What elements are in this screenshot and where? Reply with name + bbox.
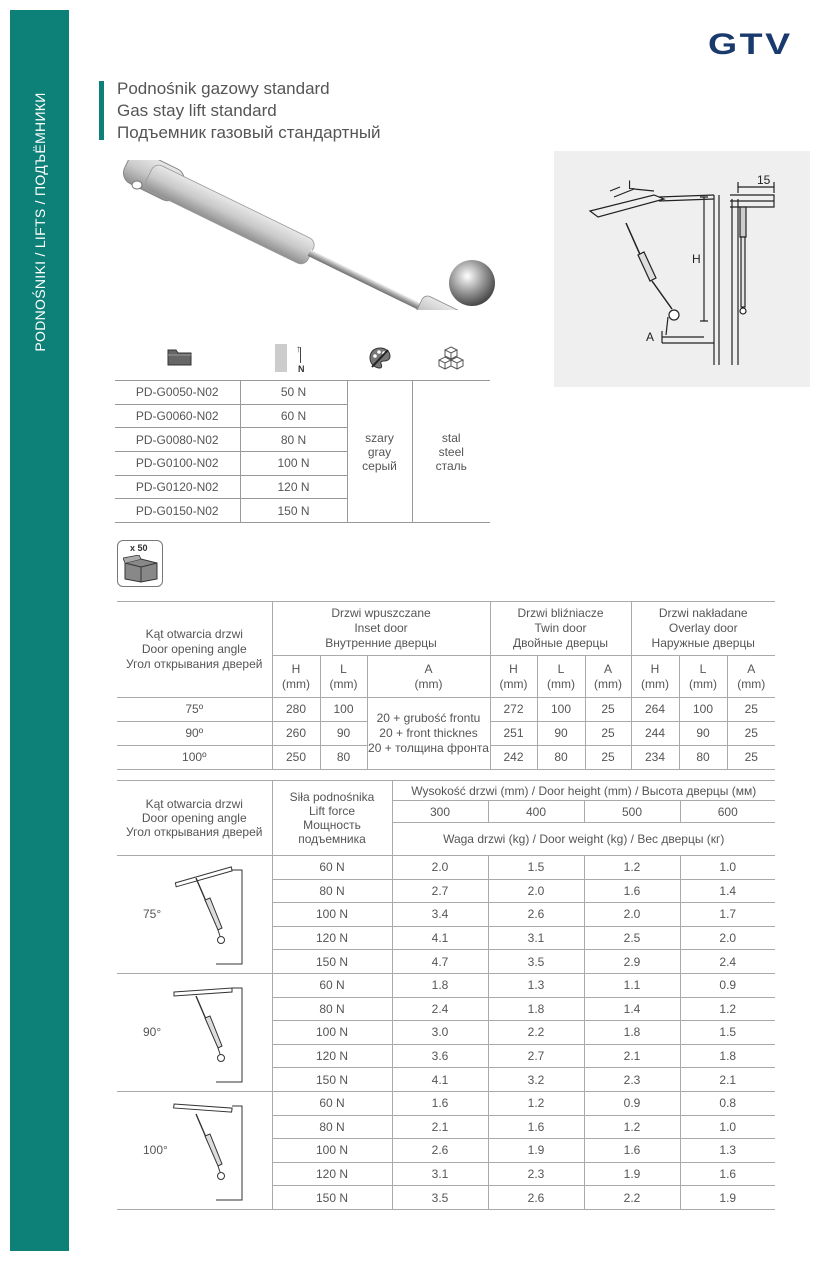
product-force: 60 N [240, 404, 347, 428]
inset-A-note-en: 20 + front thicknes [379, 726, 478, 740]
weight-cell: 0.9 [680, 973, 775, 997]
angle-diagram-icon [172, 978, 262, 1088]
force-cell: 120 N [272, 926, 392, 950]
angle-cell [117, 1091, 272, 1209]
angle-header-en: Door opening angle [141, 642, 247, 656]
height-value: 300 [392, 801, 488, 823]
angle-header-pl: Kąt otwarcia drzwi [145, 797, 243, 811]
weight-cell: 2.6 [488, 1186, 584, 1210]
force-header [272, 781, 392, 856]
force-cell: 120 N [272, 1162, 392, 1186]
weight-cell: 2.1 [584, 1044, 680, 1068]
cell: 272 [490, 698, 537, 722]
weight-cell: 1.5 [488, 856, 584, 880]
weight-cell: 3.5 [392, 1186, 488, 1210]
angle-diagram-icon [172, 1096, 262, 1206]
cell: 234 [631, 746, 679, 770]
weight-cell: 1.8 [392, 973, 488, 997]
force-cell: 80 N [272, 1115, 392, 1139]
table-row [117, 1091, 775, 1115]
weight-cell: 1.4 [680, 879, 775, 903]
group-inset [272, 602, 490, 656]
force-cell: 100 N [272, 903, 392, 927]
force-symbol: N [298, 364, 305, 374]
inset-A-note [367, 698, 490, 770]
weight-cell: 1.1 [584, 973, 680, 997]
weight-cell: 2.3 [584, 1068, 680, 1092]
color-pl: szary [365, 430, 394, 445]
weight-header: Waga drzwi (kg) / Door weight (kg) / Вес дверцы (кг) [392, 823, 775, 856]
weight-cell: 2.1 [680, 1068, 775, 1092]
dim-H: H [692, 252, 701, 266]
weight-cell: 1.0 [680, 856, 775, 880]
product-table [115, 380, 490, 523]
sub-A: A (mm) [585, 656, 631, 698]
angle-header [117, 602, 272, 698]
weight-cell: 1.8 [488, 997, 584, 1021]
installation-diagram [554, 151, 810, 387]
weight-cell: 2.9 [584, 950, 680, 974]
weight-cell: 1.0 [680, 1115, 775, 1139]
weight-cell: 2.2 [584, 1186, 680, 1210]
cell: 25 [585, 722, 631, 746]
cell: 90 [679, 722, 727, 746]
material-en: steel [438, 444, 464, 459]
group-overlay-ru: Наружные дверцы [651, 636, 755, 650]
weight-cell: 1.3 [488, 973, 584, 997]
sub-H: H (mm) [490, 656, 537, 698]
material-cubes-icon [438, 346, 464, 370]
brand-logo: GTV [708, 28, 793, 61]
cell: 25 [585, 746, 631, 770]
color-ru: серый [362, 458, 397, 473]
cell: 25 [727, 698, 775, 722]
weight-cell: 2.0 [680, 926, 775, 950]
angle-cell [117, 973, 272, 1091]
force-header-ru2: подъемника [298, 832, 366, 846]
weight-cell: 1.3 [680, 1139, 775, 1163]
weight-cell: 1.9 [680, 1186, 775, 1210]
material-ru: сталь [435, 458, 467, 473]
dim-A: A [646, 330, 655, 344]
cell: 250 [272, 746, 320, 770]
row-angle: 90º [117, 722, 272, 746]
table-row [115, 381, 490, 405]
angle-header [117, 781, 272, 856]
installation-diagram-drawing [554, 151, 810, 387]
weight-cell: 4.7 [392, 950, 488, 974]
cell: 244 [631, 722, 679, 746]
sub-L: L (mm) [320, 656, 367, 698]
product-force: 100 N [240, 452, 347, 476]
weight-cell: 3.1 [392, 1162, 488, 1186]
cell: 25 [727, 722, 775, 746]
force-icon: ↑ N [275, 344, 305, 374]
product-code: PD-G0060-N02 [115, 404, 240, 428]
group-twin-en: Twin door [534, 621, 587, 635]
group-overlay-en: Overlay door [668, 621, 738, 635]
cardboard-box-icon [123, 555, 159, 583]
force-cell: 150 N [272, 1186, 392, 1210]
force-cell: 100 N [272, 1139, 392, 1163]
angle-header-pl: Kąt otwarcia drzwi [145, 627, 243, 641]
weight-table [117, 780, 775, 1210]
cell: 251 [490, 722, 537, 746]
weight-cell: 1.2 [680, 997, 775, 1021]
title-ru: Подъемник газовый стандартный [117, 123, 381, 142]
cell: 25 [585, 698, 631, 722]
group-overlay-pl: Drzwi nakładane [658, 606, 748, 620]
sidebar-label: PODNOŚNIKI / LIFTS / ПОДЪЁМНИКИ [32, 92, 48, 352]
height-value: 400 [488, 801, 584, 823]
product-code: PD-G0080-N02 [115, 428, 240, 452]
weight-cell: 3.1 [488, 926, 584, 950]
weight-cell: 1.9 [584, 1162, 680, 1186]
inset-A-note-ru: 20 + толщина фронта [368, 741, 489, 755]
folder-icon [167, 347, 193, 367]
sub-H: H (mm) [272, 656, 320, 698]
force-cell: 60 N [272, 1091, 392, 1115]
table-row [117, 973, 775, 997]
angle-header-ru: Угол открывания дверей [126, 657, 263, 671]
weight-cell: 2.6 [392, 1139, 488, 1163]
cell: 80 [679, 746, 727, 770]
weight-cell: 2.1 [392, 1115, 488, 1139]
angle-label: 75° [143, 907, 162, 922]
table-row [117, 856, 775, 880]
weight-cell: 1.7 [680, 903, 775, 927]
package-qty: x 50 [130, 543, 148, 553]
weight-cell: 0.8 [680, 1091, 775, 1115]
weight-cell: 2.6 [488, 903, 584, 927]
weight-cell: 2.0 [488, 879, 584, 903]
weight-cell: 2.7 [488, 1044, 584, 1068]
cell: 280 [272, 698, 320, 722]
cell: 264 [631, 698, 679, 722]
group-twin-ru: Двойные дверцы [512, 636, 609, 650]
weight-cell: 1.6 [584, 1139, 680, 1163]
sub-H: H (mm) [631, 656, 679, 698]
cell: 80 [537, 746, 585, 770]
cell: 242 [490, 746, 537, 770]
group-inset-ru: Внутренние дверцы [325, 636, 437, 650]
angle-label: 90° [143, 1025, 162, 1040]
weight-cell: 3.0 [392, 1021, 488, 1045]
title-en: Gas stay lift standard [117, 101, 277, 120]
weight-cell: 1.2 [488, 1091, 584, 1115]
product-code: PD-G0120-N02 [115, 475, 240, 499]
height-header: Wysokość drzwi (mm) / Door height (mm) / Высота дверцы (мм) [392, 781, 775, 801]
weight-cell: 1.6 [488, 1115, 584, 1139]
angle-header-ru: Угол открывания дверей [126, 825, 263, 839]
weight-cell: 2.4 [680, 950, 775, 974]
group-twin [490, 602, 631, 656]
gas-lift-product-image [115, 160, 505, 310]
height-value: 600 [680, 801, 775, 823]
material-pl: stal [441, 430, 461, 445]
force-header-en: Lift force [308, 804, 356, 818]
weight-cell: 1.9 [488, 1139, 584, 1163]
product-material [412, 381, 490, 523]
angle-header-en: Door opening angle [141, 811, 247, 825]
product-force: 80 N [240, 428, 347, 452]
force-header-pl: Siła podnośnika [289, 790, 375, 804]
sub-A: A (mm) [727, 656, 775, 698]
weight-cell: 1.6 [392, 1091, 488, 1115]
weight-cell: 2.5 [584, 926, 680, 950]
color-palette-icon [368, 346, 392, 370]
weight-cell: 1.8 [680, 1044, 775, 1068]
weight-cell: 0.9 [584, 1091, 680, 1115]
product-code: PD-G0050-N02 [115, 381, 240, 405]
weight-cell: 1.4 [584, 997, 680, 1021]
weight-cell: 2.4 [392, 997, 488, 1021]
row-angle: 75º [117, 698, 272, 722]
cell: 100 [320, 698, 367, 722]
angle-diagram-icon [172, 860, 262, 970]
weight-cell: 1.2 [584, 856, 680, 880]
weight-cell: 1.6 [680, 1162, 775, 1186]
product-force: 120 N [240, 475, 347, 499]
row-angle: 100º [117, 746, 272, 770]
cell: 80 [320, 746, 367, 770]
cell: 25 [727, 746, 775, 770]
force-cell: 80 N [272, 997, 392, 1021]
table-row [117, 698, 775, 722]
product-force: 150 N [240, 499, 347, 523]
weight-cell: 2.0 [584, 903, 680, 927]
weight-cell: 4.1 [392, 926, 488, 950]
force-cell: 60 N [272, 973, 392, 997]
group-twin-pl: Drzwi bliźniacze [517, 606, 604, 620]
product-code: PD-G0100-N02 [115, 452, 240, 476]
force-header-ru1: Мощность [303, 818, 361, 832]
weight-cell: 1.8 [584, 1021, 680, 1045]
group-inset-en: Inset door [354, 621, 408, 635]
force-cell: 150 N [272, 950, 392, 974]
cell: 100 [679, 698, 727, 722]
sub-L: L (mm) [537, 656, 585, 698]
group-overlay [631, 602, 775, 656]
weight-cell: 1.2 [584, 1115, 680, 1139]
angle-label: 100° [143, 1143, 168, 1158]
weight-cell: 3.2 [488, 1068, 584, 1092]
product-color [347, 381, 412, 523]
weight-cell: 4.1 [392, 1068, 488, 1092]
cell: 90 [537, 722, 585, 746]
weight-cell: 2.3 [488, 1162, 584, 1186]
weight-cell: 3.5 [488, 950, 584, 974]
inset-A-note-pl: 20 + grubość frontu [376, 711, 481, 725]
weight-cell: 2.2 [488, 1021, 584, 1045]
dim-15: 15 [757, 173, 771, 187]
color-en: gray [367, 444, 392, 459]
title-pl: Podnośnik gazowy standard [117, 79, 330, 98]
weight-cell: 2.7 [392, 879, 488, 903]
force-cell: 60 N [272, 856, 392, 880]
package-box-icon [117, 540, 163, 587]
weight-cell: 1.5 [680, 1021, 775, 1045]
sub-L: L (mm) [679, 656, 727, 698]
cell: 90 [320, 722, 367, 746]
product-code: PD-G0150-N02 [115, 499, 240, 523]
weight-cell: 1.6 [584, 879, 680, 903]
height-value: 500 [584, 801, 680, 823]
cell: 100 [537, 698, 585, 722]
dim-L: L [628, 178, 635, 192]
group-inset-pl: Drzwi wpuszczane [331, 606, 431, 620]
title-accent-bar [99, 81, 104, 140]
angle-cell [117, 856, 272, 974]
force-cell: 100 N [272, 1021, 392, 1045]
force-cell: 150 N [272, 1068, 392, 1092]
product-force: 50 N [240, 381, 347, 405]
force-cell: 80 N [272, 879, 392, 903]
sub-A: A (mm) [367, 656, 490, 698]
weight-cell: 2.0 [392, 856, 488, 880]
weight-cell: 3.6 [392, 1044, 488, 1068]
dimension-table [117, 601, 775, 770]
weight-cell: 3.4 [392, 903, 488, 927]
force-cell: 120 N [272, 1044, 392, 1068]
cell: 260 [272, 722, 320, 746]
